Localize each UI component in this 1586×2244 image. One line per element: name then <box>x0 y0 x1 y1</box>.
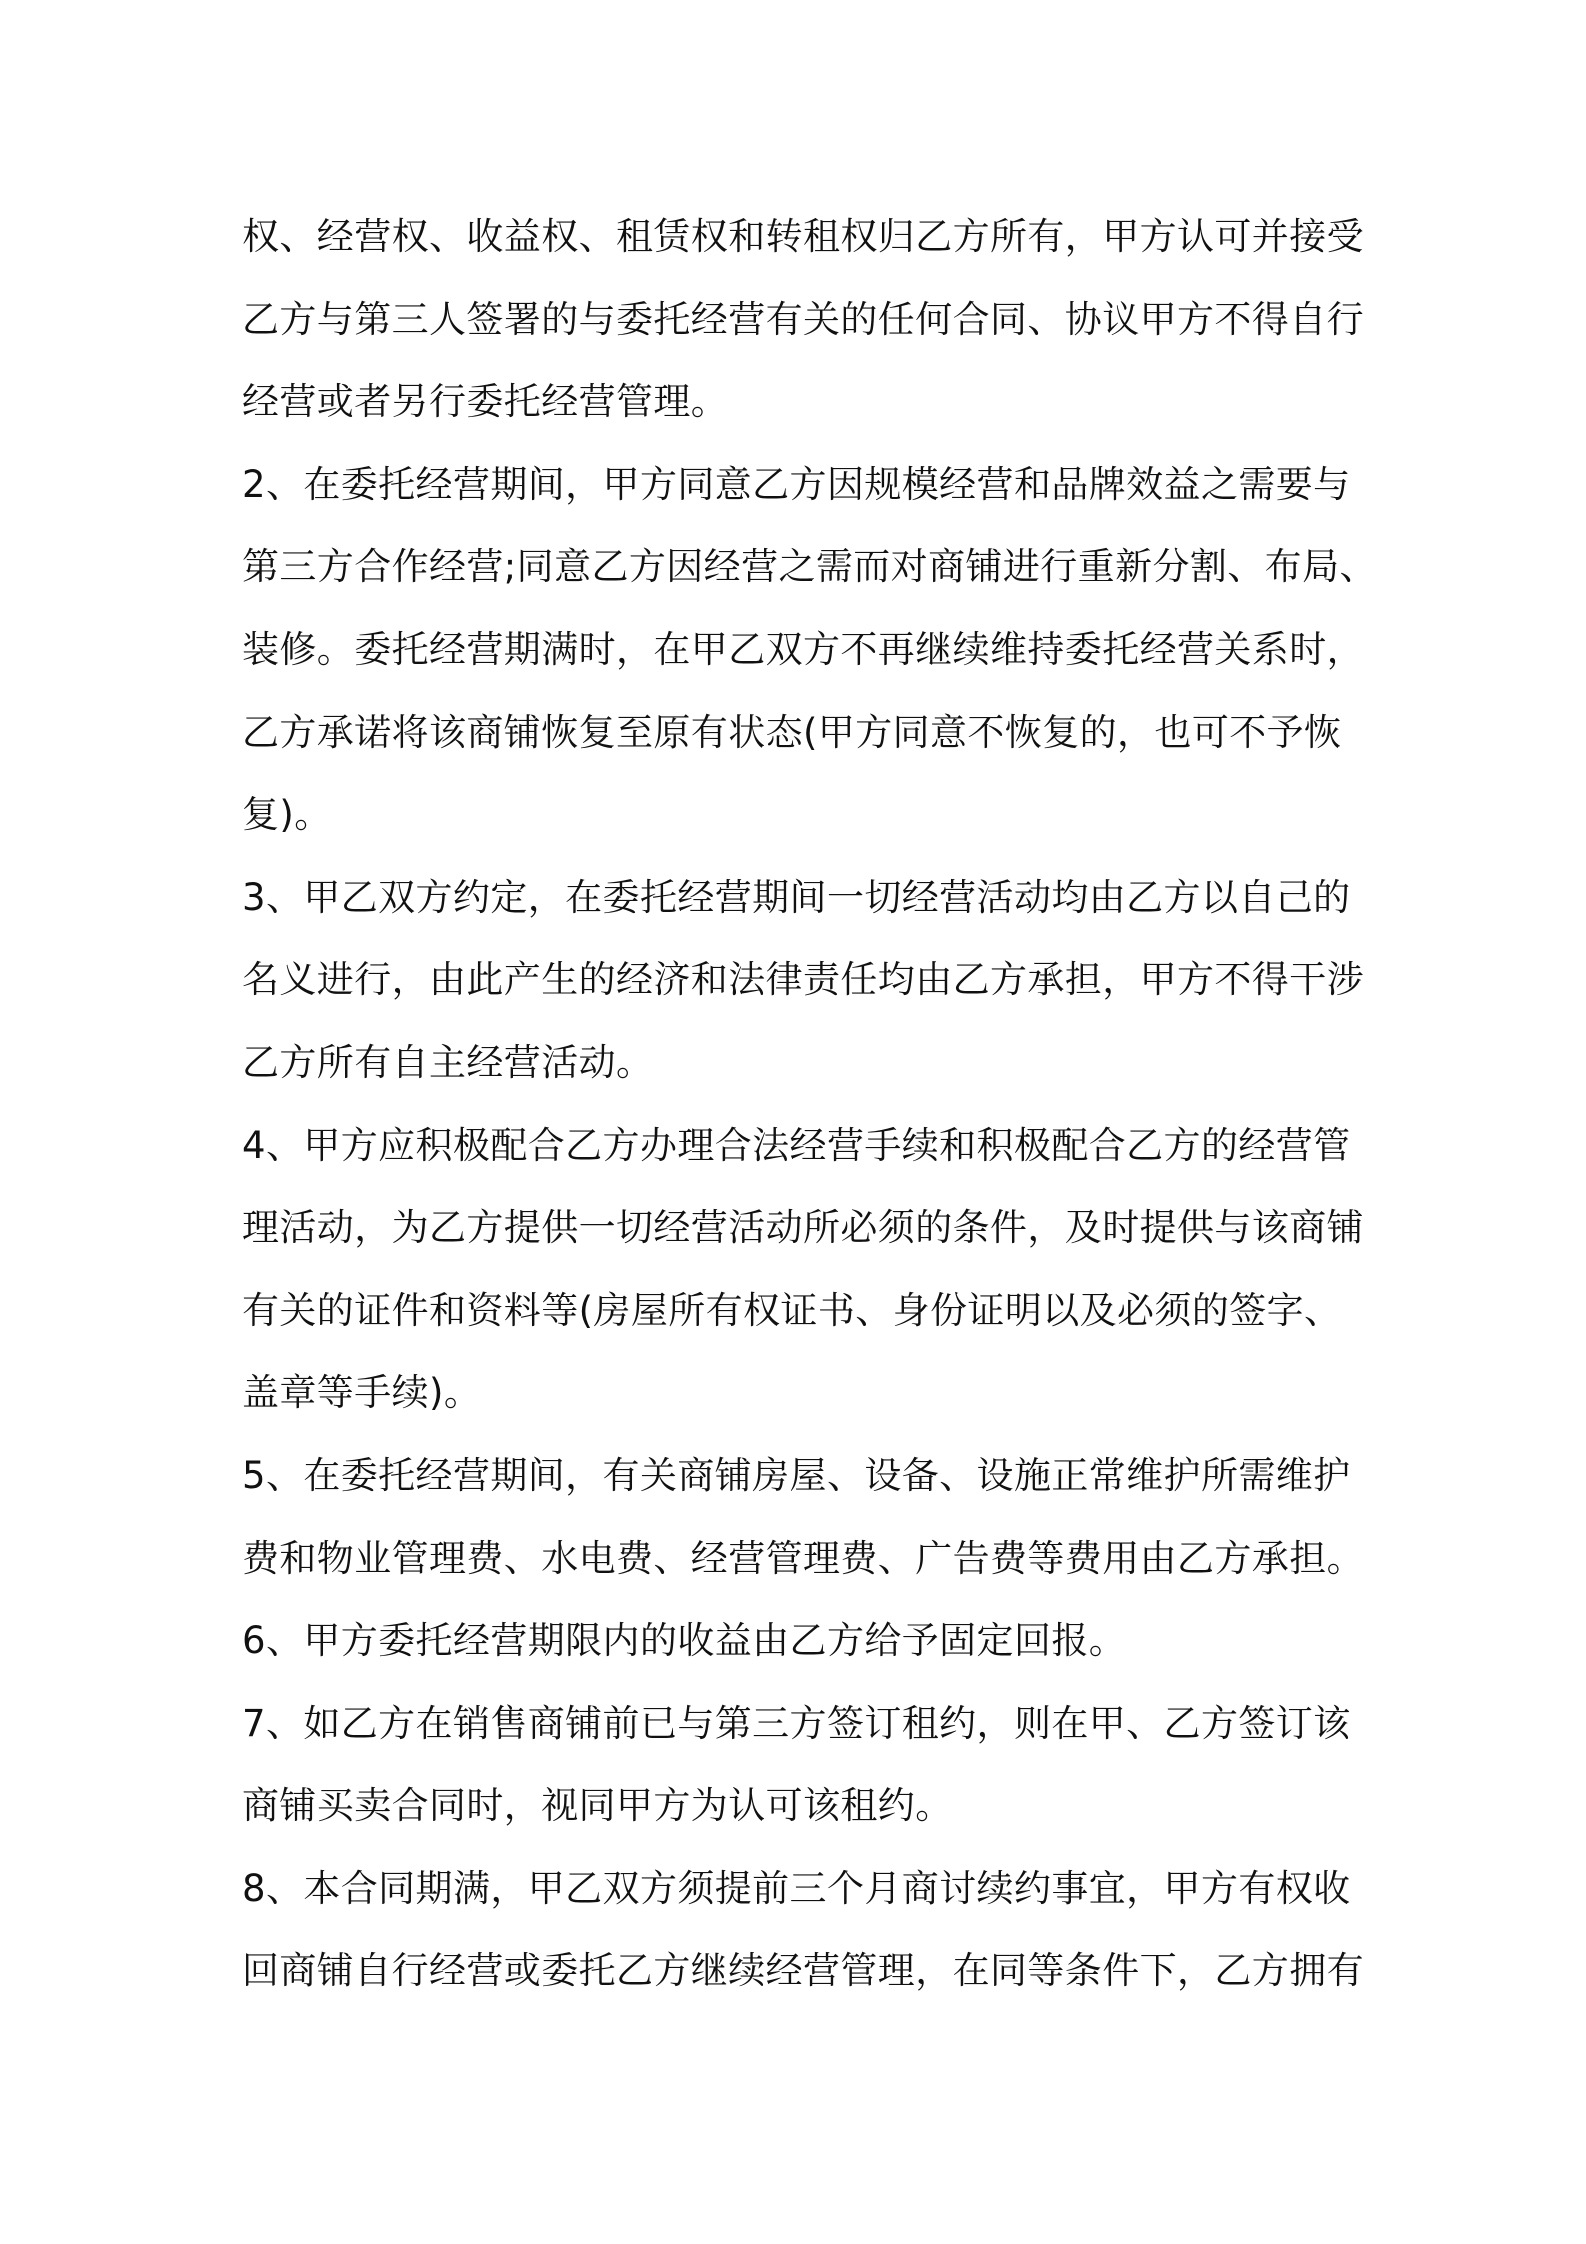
clause-3-line: 3、甲乙双方约定，在委托经营期间一切经营活动均由乙方以自己的 <box>242 875 1351 919</box>
text-line: 盖章等手续)。 <box>242 1371 482 1415</box>
clause-6-line: 6、甲方委托经营期限内的收益由乙方给予固定回报。 <box>242 1619 1127 1663</box>
text-line: 复)。 <box>242 793 332 837</box>
text-line: 名义进行，由此产生的经济和法律责任均由乙方承担，甲方不得干涉 <box>242 958 1364 1002</box>
text-line: 回商铺自行经营或委托乙方继续经营管理，在同等条件下，乙方拥有 <box>242 1949 1364 1993</box>
text-line: 费和物业管理费、水电费、经营管理费、广告费等费用由乙方承担。 <box>242 1536 1364 1580</box>
text-line: 商铺买卖合同时，视同甲方为认可该租约。 <box>242 1784 953 1828</box>
text-line: 权、经营权、收益权、租赁权和转租权归乙方所有，甲方认可并接受 <box>242 215 1364 258</box>
text-line: 经营或者另行委托经营管理。 <box>242 380 729 424</box>
text-line: 装修。委托经营期满时，在甲乙双方不再继续维持委托经营关系时， <box>242 627 1364 671</box>
text-line: 乙方所有自主经营活动。 <box>242 1040 654 1084</box>
text-line: 乙方承诺将该商铺恢复至原有状态(甲方同意不恢复的，也可不予恢 <box>242 710 1342 754</box>
clause-5-line: 5、在委托经营期间，有关商铺房屋、设备、设施正常维护所需维护 <box>242 1453 1351 1497</box>
clause-8-line: 8、本合同期满，甲乙双方须提前三个月商讨续约事宜，甲方有权收 <box>242 1866 1351 1910</box>
text-line: 有关的证件和资料等(房屋所有权证书、身份证明以及必须的签字、 <box>242 1288 1342 1332</box>
text-line: 理活动，为乙方提供一切经营活动所必须的条件，及时提供与该商铺 <box>242 1206 1364 1250</box>
text-line: 第三方合作经营;同意乙方因经营之需而对商铺进行重新分割、布局、 <box>242 545 1377 589</box>
text-line: 乙方与第三人签署的与委托经营有关的任何合同、协议甲方不得自行 <box>242 297 1364 341</box>
clause-7-line: 7、如乙方在销售商铺前已与第三方签订租约，则在甲、乙方签订该 <box>242 1701 1351 1745</box>
clause-4-line: 4、甲方应积极配合乙方办理合法经营手续和积极配合乙方的经营管 <box>242 1123 1351 1167</box>
document-body <box>242 196 1377 2013</box>
clause-2-line: 2、在委托经营期间，甲方同意乙方因规模经营和品牌效益之需要与 <box>242 462 1351 506</box>
